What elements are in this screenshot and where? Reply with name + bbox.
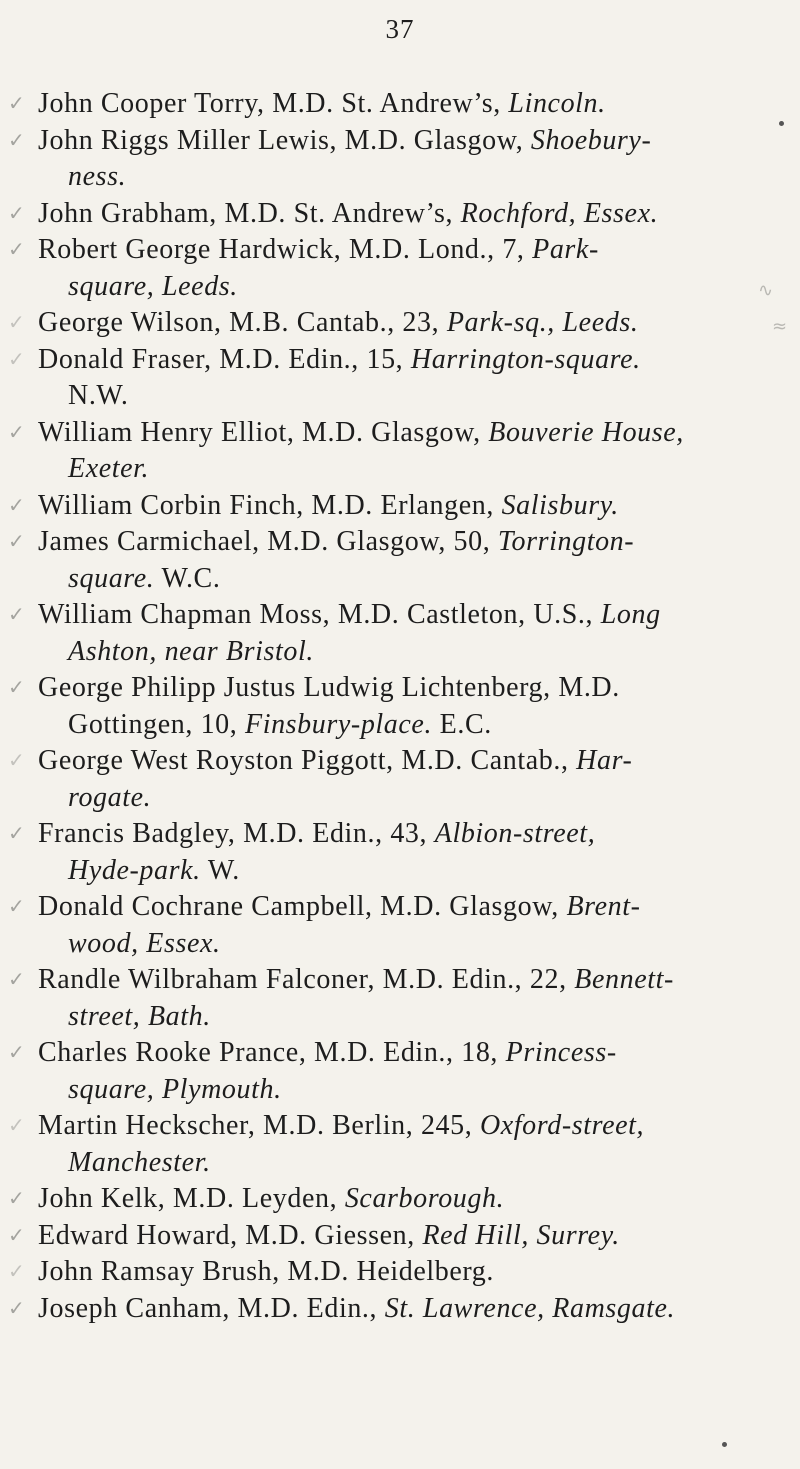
- entry-address-italic: Harrington-square.: [410, 343, 641, 375]
- entry-line-1: [0, 415, 800, 452]
- entry-line-2: [0, 1072, 800, 1109]
- entry-text: John Riggs Miller Lewis, M.D. Glasgow,: [38, 124, 531, 156]
- entry-line-1: [0, 305, 800, 342]
- entry-address-italic: ness.: [68, 161, 127, 192]
- list-item: [0, 123, 800, 196]
- list-item: [0, 1291, 800, 1328]
- entry-text: Charles Rooke Prance, M.D. Edin., 18,: [38, 1037, 506, 1068]
- entry-line-1: [0, 232, 800, 269]
- entry-address-italic: square.: [68, 562, 155, 594]
- list-item: [0, 342, 800, 415]
- entry-address-italic: Shoebury-: [530, 124, 652, 156]
- entry-line-1: [0, 962, 800, 999]
- ink-dot: [779, 121, 784, 126]
- entry-text: John Kelk, M.D. Leyden,: [38, 1183, 345, 1214]
- list-item: [0, 597, 800, 670]
- entry-line-1: [0, 1035, 800, 1072]
- list-item: [0, 1035, 800, 1108]
- pencil-check-icon: ✓: [8, 91, 26, 115]
- entry-address-italic: Scarborough.: [344, 1183, 505, 1214]
- page-number: 37: [385, 14, 415, 44]
- pencil-check-icon: ✓: [8, 1186, 26, 1210]
- entry-text: Joseph Canham, M.D. Edin.,: [38, 1292, 385, 1324]
- pencil-check-icon: ✓: [8, 748, 26, 772]
- pencil-check-icon: ✓: [8, 602, 26, 626]
- entry-line-2: [0, 378, 800, 415]
- entry-text: E.C.: [432, 708, 492, 740]
- member-list: [0, 86, 800, 1327]
- entry-line-2: [0, 926, 800, 963]
- entry-line-1: [0, 816, 800, 853]
- entry-address-italic: Princess-: [505, 1037, 617, 1068]
- entry-address-italic: square, Plymouth.: [68, 1073, 282, 1105]
- entry-address-italic: Exeter.: [68, 453, 150, 484]
- list-item: [0, 232, 800, 305]
- pencil-check-icon: ✓: [8, 894, 26, 918]
- entry-line-2: [0, 561, 800, 598]
- entry-line-2: [0, 707, 800, 744]
- entry-line-2: [0, 1145, 800, 1182]
- entry-address-italic: Oxford-street,: [479, 1110, 645, 1141]
- entry-text: N.W.: [68, 380, 129, 411]
- entry-text: W.C.: [154, 562, 221, 594]
- entry-line-1: [0, 1181, 800, 1218]
- entry-address-italic: Ashton, near Bristol.: [68, 635, 314, 667]
- entry-line-2: [0, 269, 800, 306]
- entry-line-1: [0, 1218, 800, 1255]
- pencil-scribble-mark: ∿: [758, 280, 774, 301]
- list-item: [0, 743, 800, 816]
- entry-address-italic: Lincoln.: [508, 88, 606, 119]
- entry-line-1: [0, 1254, 800, 1291]
- entry-line-1: [0, 743, 800, 780]
- pencil-check-icon: ✓: [8, 419, 26, 444]
- entry-line-1: [0, 86, 800, 123]
- entry-text: John Cooper Torry, M.D. St. Andrew’s,: [38, 88, 509, 119]
- pencil-check-icon: ✓: [8, 200, 26, 225]
- list-item: [0, 816, 800, 889]
- pencil-check-icon: ✓: [8, 492, 26, 517]
- list-item: [0, 488, 800, 525]
- pencil-check-icon: ✓: [8, 529, 26, 553]
- entry-line-1: [0, 1108, 800, 1145]
- list-item: [0, 524, 800, 597]
- list-item: [0, 305, 800, 342]
- pencil-check-icon: ✓: [8, 1259, 26, 1283]
- entry-line-2: [0, 159, 800, 196]
- pencil-check-icon: ✓: [8, 310, 26, 334]
- pencil-check-icon: ✓: [8, 675, 26, 699]
- entry-line-1: [0, 342, 800, 379]
- entry-text: W.: [200, 854, 240, 886]
- list-item: [0, 670, 800, 743]
- entry-address-italic: square, Leeds.: [68, 270, 238, 302]
- entry-text: Randle Wilbraham Falconer, M.D. Edin., 22,: [38, 964, 575, 995]
- pencil-check-icon: ✓: [8, 1222, 26, 1247]
- list-item: [0, 1181, 800, 1218]
- entry-line-1: [0, 488, 800, 525]
- entry-text: Edward Howard, M.D. Giessen,: [38, 1219, 423, 1251]
- entry-address-italic: Red Hill, Surrey.: [422, 1219, 620, 1251]
- pencil-check-icon: ✓: [8, 1113, 26, 1137]
- entry-address-italic: Hyde-park.: [68, 854, 201, 886]
- entry-address-italic: Long: [600, 599, 661, 630]
- entry-line-1: [0, 670, 800, 707]
- entry-address-italic: rogate.: [68, 781, 152, 813]
- entry-address-italic: wood, Essex.: [68, 927, 221, 959]
- entry-address-italic: Bouverie House,: [488, 416, 684, 448]
- list-item: [0, 889, 800, 962]
- pencil-check-icon: ✓: [8, 237, 26, 261]
- pencil-check-icon: ✓: [8, 967, 26, 991]
- entry-address-italic: street, Bath.: [68, 1000, 211, 1032]
- entry-line-2: [0, 634, 800, 671]
- list-item: [0, 1218, 800, 1255]
- entry-line-1: [0, 123, 800, 160]
- entry-text: William Corbin Finch, M.D. Erlangen,: [38, 489, 502, 521]
- ink-dot: [722, 1442, 727, 1447]
- entry-address-italic: St. Lawrence, Ramsgate.: [384, 1292, 676, 1324]
- entry-address-italic: Rochford, Essex.: [460, 197, 659, 229]
- entry-address-italic: Finsbury-place.: [245, 708, 433, 740]
- entry-text: George West Royston Piggott, M.D. Cantab.,: [38, 745, 577, 776]
- entry-address-italic: Albion-street,: [434, 818, 596, 849]
- entry-line-2: [0, 451, 800, 488]
- list-item: [0, 1108, 800, 1181]
- entry-text: Gottingen, 10,: [68, 708, 245, 740]
- entry-address-italic: Manchester.: [68, 1146, 211, 1178]
- pencil-check-icon: ✓: [8, 346, 26, 371]
- list-item: [0, 86, 800, 123]
- pencil-check-icon: ✓: [8, 127, 26, 152]
- entry-text: Donald Fraser, M.D. Edin., 15,: [38, 343, 411, 375]
- entry-address-italic: Salisbury.: [501, 489, 619, 521]
- entry-text: Donald Cochrane Campbell, M.D. Glasgow,: [38, 891, 567, 922]
- entry-text: James Carmichael, M.D. Glasgow, 50,: [38, 526, 498, 557]
- entry-text: Robert George Hardwick, M.D. Lond., 7,: [38, 234, 533, 265]
- entry-text: Martin Heckscher, M.D. Berlin, 245,: [38, 1110, 480, 1141]
- pencil-scribble-mark: ≈: [772, 316, 788, 337]
- entry-text: William Henry Elliot, M.D. Glasgow,: [38, 416, 489, 448]
- entry-line-1: [0, 889, 800, 926]
- entry-text: Francis Badgley, M.D. Edin., 43,: [38, 818, 435, 849]
- list-item: [0, 1254, 800, 1291]
- entry-text: George Philipp Justus Ludwig Lichtenberg, M.D.: [38, 672, 620, 703]
- entry-address-italic: Park-sq., Leeds.: [446, 307, 639, 338]
- entry-line-2: [0, 853, 800, 890]
- entry-text: John Ramsay Brush, M.D. Heidelberg.: [38, 1256, 494, 1287]
- pencil-check-icon: ✓: [8, 821, 26, 845]
- entry-line-2: [0, 999, 800, 1036]
- pencil-check-icon: ✓: [8, 1295, 26, 1320]
- entry-address-italic: Park-: [532, 234, 599, 265]
- list-item: [0, 415, 800, 488]
- list-item: [0, 196, 800, 233]
- entry-text: George Wilson, M.B. Cantab., 23,: [38, 307, 447, 338]
- entry-line-1: [0, 196, 800, 233]
- entry-line-1: [0, 524, 800, 561]
- entry-text: William Chapman Moss, M.D. Castleton, U.S.,: [38, 599, 601, 630]
- entry-line-1: [0, 1291, 800, 1328]
- entry-address-italic: Torrington-: [497, 526, 635, 557]
- list-item: [0, 962, 800, 1035]
- entry-address-italic: Bennett-: [574, 964, 674, 995]
- entry-address-italic: Har-: [576, 745, 633, 776]
- entry-line-1: [0, 597, 800, 634]
- entry-text: John Grabham, M.D. St. Andrew’s,: [38, 197, 461, 229]
- entry-address-italic: Brent-: [566, 891, 641, 922]
- pencil-check-icon: ✓: [8, 1040, 26, 1064]
- entry-line-2: [0, 780, 800, 817]
